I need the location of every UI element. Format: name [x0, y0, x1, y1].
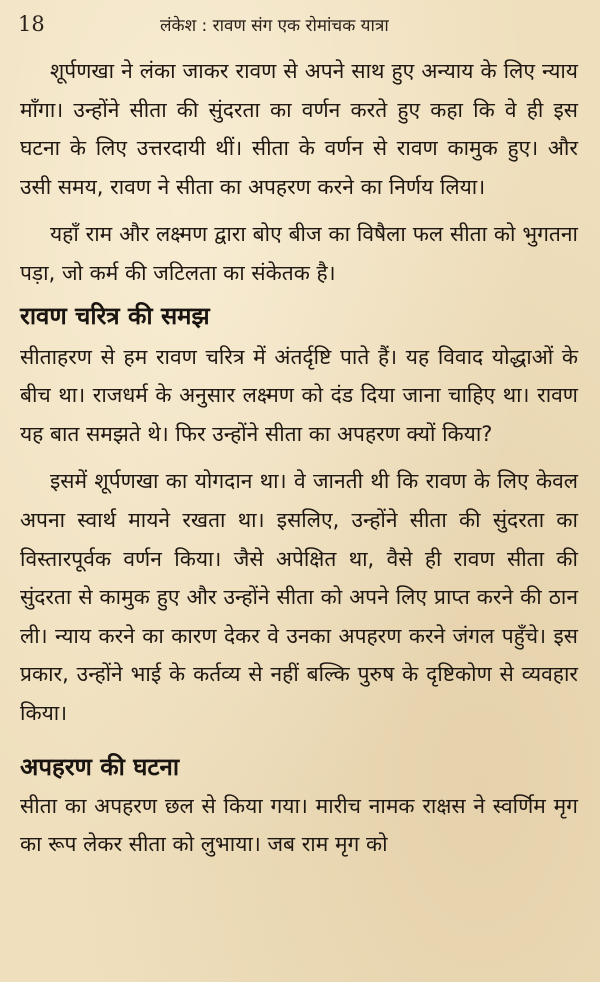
paragraph-sitaharan-insight: सीताहरण से हम रावण चरित्र में अंतर्दृष्टि पाते हैं। यह विवाद योद्धाओं के बीच था। राजधर्म के अनुसार लक्ष्मण को दंड दिया जाना चाहिए था। रावण यह बात समझते थे। फिर उन्होंने सीता का अपहरण क्यों किया?: [20, 344, 578, 446]
page-header: [0, 6, 600, 46]
paragraph-shurpanakha-complaint: शूर्पणखा ने लंका जाकर रावण से अपने साथ हुए अन्याय के लिए न्याय माँगा। उन्होंने सीता की सुंदरता का वर्णन करते हुए कहा कि वे ही इस घटना के लिए उत्तरदायी थीं। सीता के वर्णन से रावण कामुक हुए। और उसी समय, रावण ने सीता का अपहरण करने का निर्णय लिया।: [20, 59, 578, 199]
page-number: 18: [18, 12, 45, 36]
section-heading-ravan-character: रावण चरित्र की समझ: [20, 301, 210, 330]
running-title: लंकेश : रावण संग एक रोमांचक यात्रा: [160, 16, 389, 36]
paragraph-abduction-deceit: सीता का अपहरण छल से किया गया। मारीच नामक राक्षस ने स्वर्णिम मृग का रूप लेकर सीता को लुभाया। जब राम मृग को: [20, 793, 578, 857]
page-body: [20, 52, 578, 864]
section-heading-abduction-event: अपहरण की घटना: [20, 752, 180, 781]
paragraph-karma-complexity: यहाँ राम और लक्ष्मण द्वारा बोए बीज का विषैला फल सीता को भुगतना पड़ा, जो कर्म की जटिलता का संकेतक है।: [20, 222, 578, 285]
paragraph-shurpanakha-role: इसमें शूर्पणखा का योगदान था। वे जानती थी कि रावण के लिए केवल अपना स्वार्थ मायने रखता था। इसलिए, उन्होंने सीता की सुंदरता का विस्तारपूर्वक वर्णन किया। जैसे अपेक्षित था, वैसे ही रावण सीता की सुंदरता से कामुक हुए और उन्होंने सीता को अपने लिए प्राप्त करने की ठान ली। न्याय करने का कारण देकर वे उनका अपहरण करने जंगल पहुँचे। इस प्रकार, उन्होंने भाई के कर्तव्य से नहीं बल्कि पुरुष के दृष्टिकोण से व्यवहार किया।: [20, 469, 578, 725]
